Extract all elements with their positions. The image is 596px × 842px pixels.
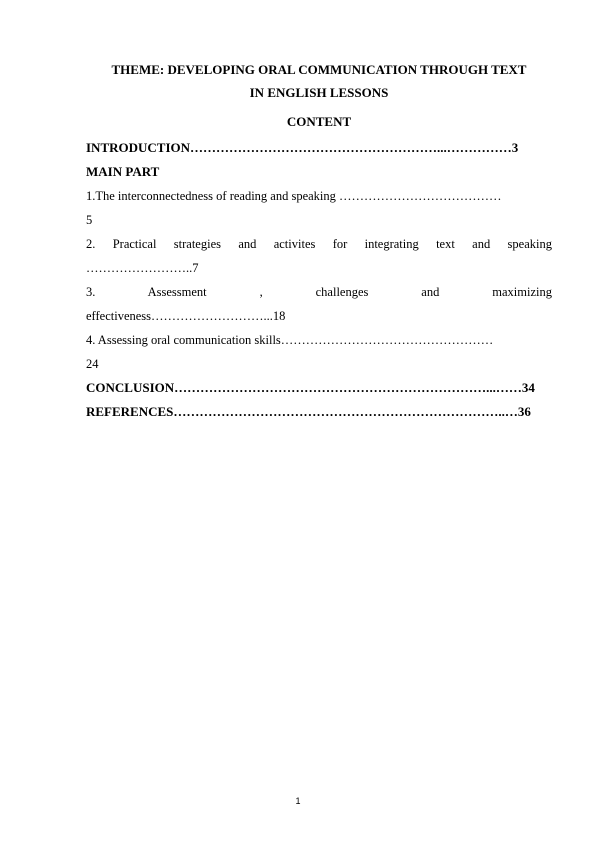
toc-item-2: 2. Practical strategies and activites for integrating text and speaking bbox=[86, 237, 552, 251]
table-of-contents bbox=[86, 136, 552, 424]
content-title: CONTENT bbox=[286, 114, 352, 129]
theme-heading bbox=[86, 58, 552, 104]
theme-line-1: THEME: DEVELOPING ORAL COMMUNICATION THROUGH TEXT bbox=[111, 62, 527, 77]
toc-main-part: MAIN PART bbox=[86, 164, 160, 179]
toc-item-1: 1.The interconnectedness of reading and speaking ………………………………… bbox=[86, 189, 502, 203]
toc-item-4-page: 24 bbox=[86, 357, 99, 371]
toc-item-4: 4. Assessing oral communication skills…………………………………………… bbox=[86, 333, 494, 347]
toc-item-2-page: ……………………..7 bbox=[86, 261, 199, 275]
toc-item-1-page: 5 bbox=[86, 213, 93, 227]
page-number: 1 bbox=[295, 796, 301, 806]
toc-conclusion: CONCLUSION………………………………………………………………...……34 bbox=[86, 380, 535, 395]
theme-line-2: IN ENGLISH LESSONS bbox=[249, 85, 389, 100]
toc-item-3: 3. Assessment , challenges and maximizing bbox=[86, 285, 552, 299]
toc-introduction: INTRODUCTION…………………………………………………...……………3 bbox=[86, 140, 519, 155]
toc-references: REFERENCES…………………………………………………………………..…36 bbox=[86, 404, 531, 419]
toc-item-3-page: effectiveness………………………...18 bbox=[86, 309, 286, 323]
